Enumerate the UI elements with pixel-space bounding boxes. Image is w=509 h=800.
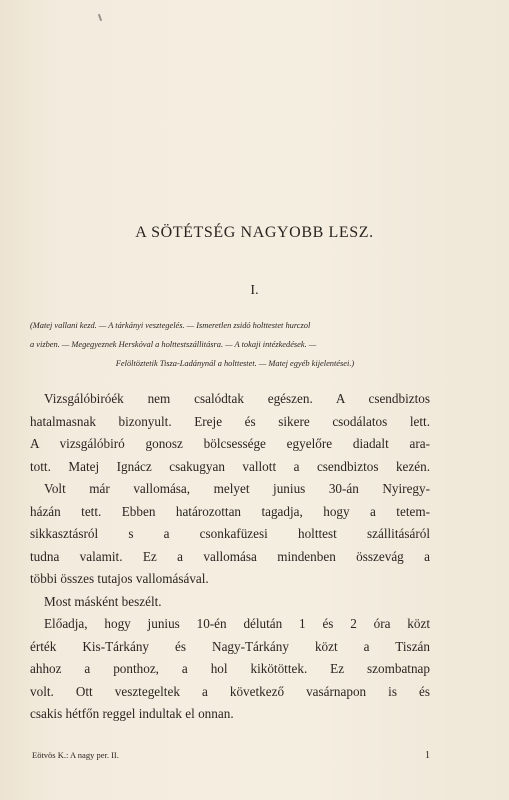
text-line: A vizsgálóbiró gonosz bölcsessége egyelőre diadalt ara- <box>30 436 430 451</box>
chapter-title: A SÖTÉTSÉG NAGYOBB LESZ. <box>135 224 374 241</box>
summary-line: (Matej vallani kezd. — A tárkányi vesztegelés. — Ismeretlen zsidó holttestet hurczol <box>30 321 311 330</box>
chapter-number: I. <box>250 283 259 298</box>
text-line: érték Kis-Tárkány és Nagy-Tárkány közt a Tiszán <box>30 638 430 654</box>
summary-line: Felöltöztetik Tisza-Ladánynál a holttestet. — Matej egyéb kijelentései.) <box>115 359 355 368</box>
ink-mark <box>98 14 102 21</box>
text-line: házán tett. Ebben határozottan tagadja, hogy a tetem- <box>30 503 430 519</box>
text-line: Most másként beszélt. <box>44 593 162 609</box>
text-line: volt. Ott vesztegeltek a következő vasárnapon is és <box>30 683 430 699</box>
body-text <box>30 388 430 726</box>
text-line: tudna valamit. Ez a vallomása mindenben összevág a <box>30 548 430 564</box>
footer-signature: Eötvös K.: A nagy per. II. <box>32 750 119 760</box>
text-line: többi összes tutajos vallomásával. <box>30 571 209 586</box>
footer-sheet-number: 1 <box>425 750 430 761</box>
text-line: hatalmasnak bizonyult. Ereje és sikere csodálatos lett. <box>30 413 430 429</box>
text-line: Előadja, hogy junius 10-én délután 1 és 2 óra közt <box>44 616 430 631</box>
text-line: ahhoz a ponthoz, a hol kikötöttek. Ez szombatnap <box>30 661 430 676</box>
text-line: csakis hétfőn reggel indultak el onnan. <box>30 706 234 721</box>
text-line: Volt már vallomása, melyet junius 30-án Nyiregy- <box>44 481 430 496</box>
text-line: tott. Matej Ignácz csakugyan vallott a csendbiztos kezén. <box>30 458 430 474</box>
summary-line: a vizben. — Megegyeznek Herskóval a holttestszállitásra. — A tokaji intézkedések. — <box>30 340 317 349</box>
text-line: sikkasztásról s a csonkafüzesi holttest szállitásáról <box>30 526 430 541</box>
text-line: Vizsgálóbiróék nem csalódtak egészen. A csendbiztos <box>44 391 430 406</box>
chapter-summary <box>30 316 430 373</box>
